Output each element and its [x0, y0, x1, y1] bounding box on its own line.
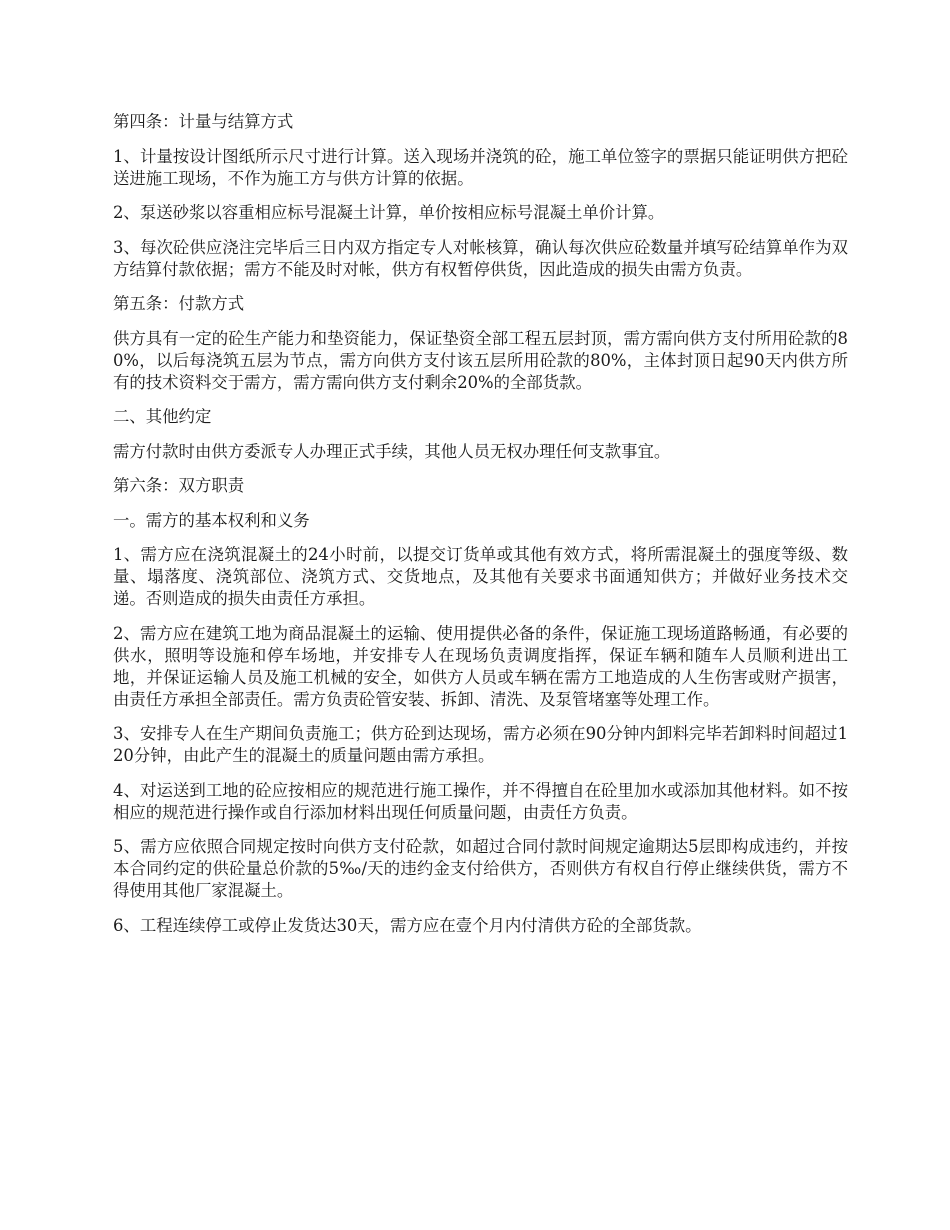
paragraph-duty-1: 1、需方应在浇筑混凝土的24小时前，以提交订货单或其他有效方式，将所需混凝土的强度等级、数量、塌落度、浇筑部位、浇筑方式、交货地点，及其他有关要求书面通知供方；并做好业务技术交递。否则造成的损失由责任方承担。: [113, 545, 848, 608]
paragraph-duty-2: 2、需方应在建筑工地为商品混凝土的运输、使用提供必备的条件，保证施工现场道路畅通，有必要的供水，照明等设施和停车场地，并安排专人在现场负责调度指挥，保证车辆和随车人员顺利进出工地，并保证运输人员及施工机械的安全，如供方人员或车辆在需方工地造成的人生伤害或财产损害，由责任方承担全部责任。需方负责砼管安装、拆卸、清洗、及泵管堵塞等处理工作。: [113, 623, 848, 709]
paragraph-measurement-3: 3、每次砼供应浇注完毕后三日内双方指定专人对帐核算，确认每次供应砼数量并填写砼结算单作为双方结算付款依据；需方不能及时对帐，供方有权暂停供货，因此造成的损失由需方负责。: [113, 237, 848, 279]
paragraph-duty-3: 3、安排专人在生产期间负责施工；供方砼到达现场，需方必须在90分钟内卸料完毕若卸料时间超过120分钟，由此产生的混凝土的质量问题由需方承担。: [113, 724, 848, 765]
subsection-heading-buyer-duties: 一。需方的基本权利和义务: [113, 510, 310, 530]
paragraph-payment: 供方具有一定的砼生产能力和垫资能力，保证垫资全部工程五层封顶，需方需向供方支付所用砼款的80%，以后每浇筑五层为节点，需方向供方支付该五层所用砼款的80%，主体封顶日起90天内供方所有的技术资料交于需方，需方需向供方支付剩余20%的全部货款。: [113, 328, 848, 392]
paragraph-measurement-2: 2、泵送砂浆以容重相应标号混凝土计算，单价按相应标号混凝土单价计算。: [113, 203, 665, 222]
paragraph-measurement-1: 1、计量按设计图纸所示尺寸进行计算。送入现场并浇筑的砼，施工单位签字的票据只能证明供方把砼送进施工现场，不作为施工方与供方计算的依据。: [113, 146, 848, 188]
section-heading-article-6: 第六条：双方职责: [113, 476, 245, 495]
section-heading-article-4: 第四条：计量与结算方式: [113, 112, 294, 131]
paragraph-duty-6: 6、工程连续停工或停止发货达30天，需方应在壹个月内付清供方砼的全部货款。: [113, 915, 702, 935]
section-heading-other-terms: 二、其他约定: [113, 407, 212, 426]
paragraph-other-terms: 需方付款时由供方委派专人办理正式手续，其他人员无权办理任何支款事宜。: [113, 441, 671, 461]
paragraph-duty-4: 4、对运送到工地的砼应按相应的规范进行施工操作，并不得擅自在砼里加水或添加其他材料。如不按相应的规范进行操作或自行添加材料出现任何质量问题，由责任方负责。: [113, 780, 848, 822]
document-body: [113, 111, 848, 949]
section-heading-article-5: 第五条：付款方式: [113, 294, 245, 313]
paragraph-duty-5: 5、需方应依照合同规定按时向供方支付砼款，如超过合同付款时间规定逾期达5层即构成违约，并按本合同约定的供砼量总价款的5‰/天的违约金支付给供方，否则供方有权自行停止继续供货，需方不得使用其他厂家混凝土。: [113, 837, 848, 900]
